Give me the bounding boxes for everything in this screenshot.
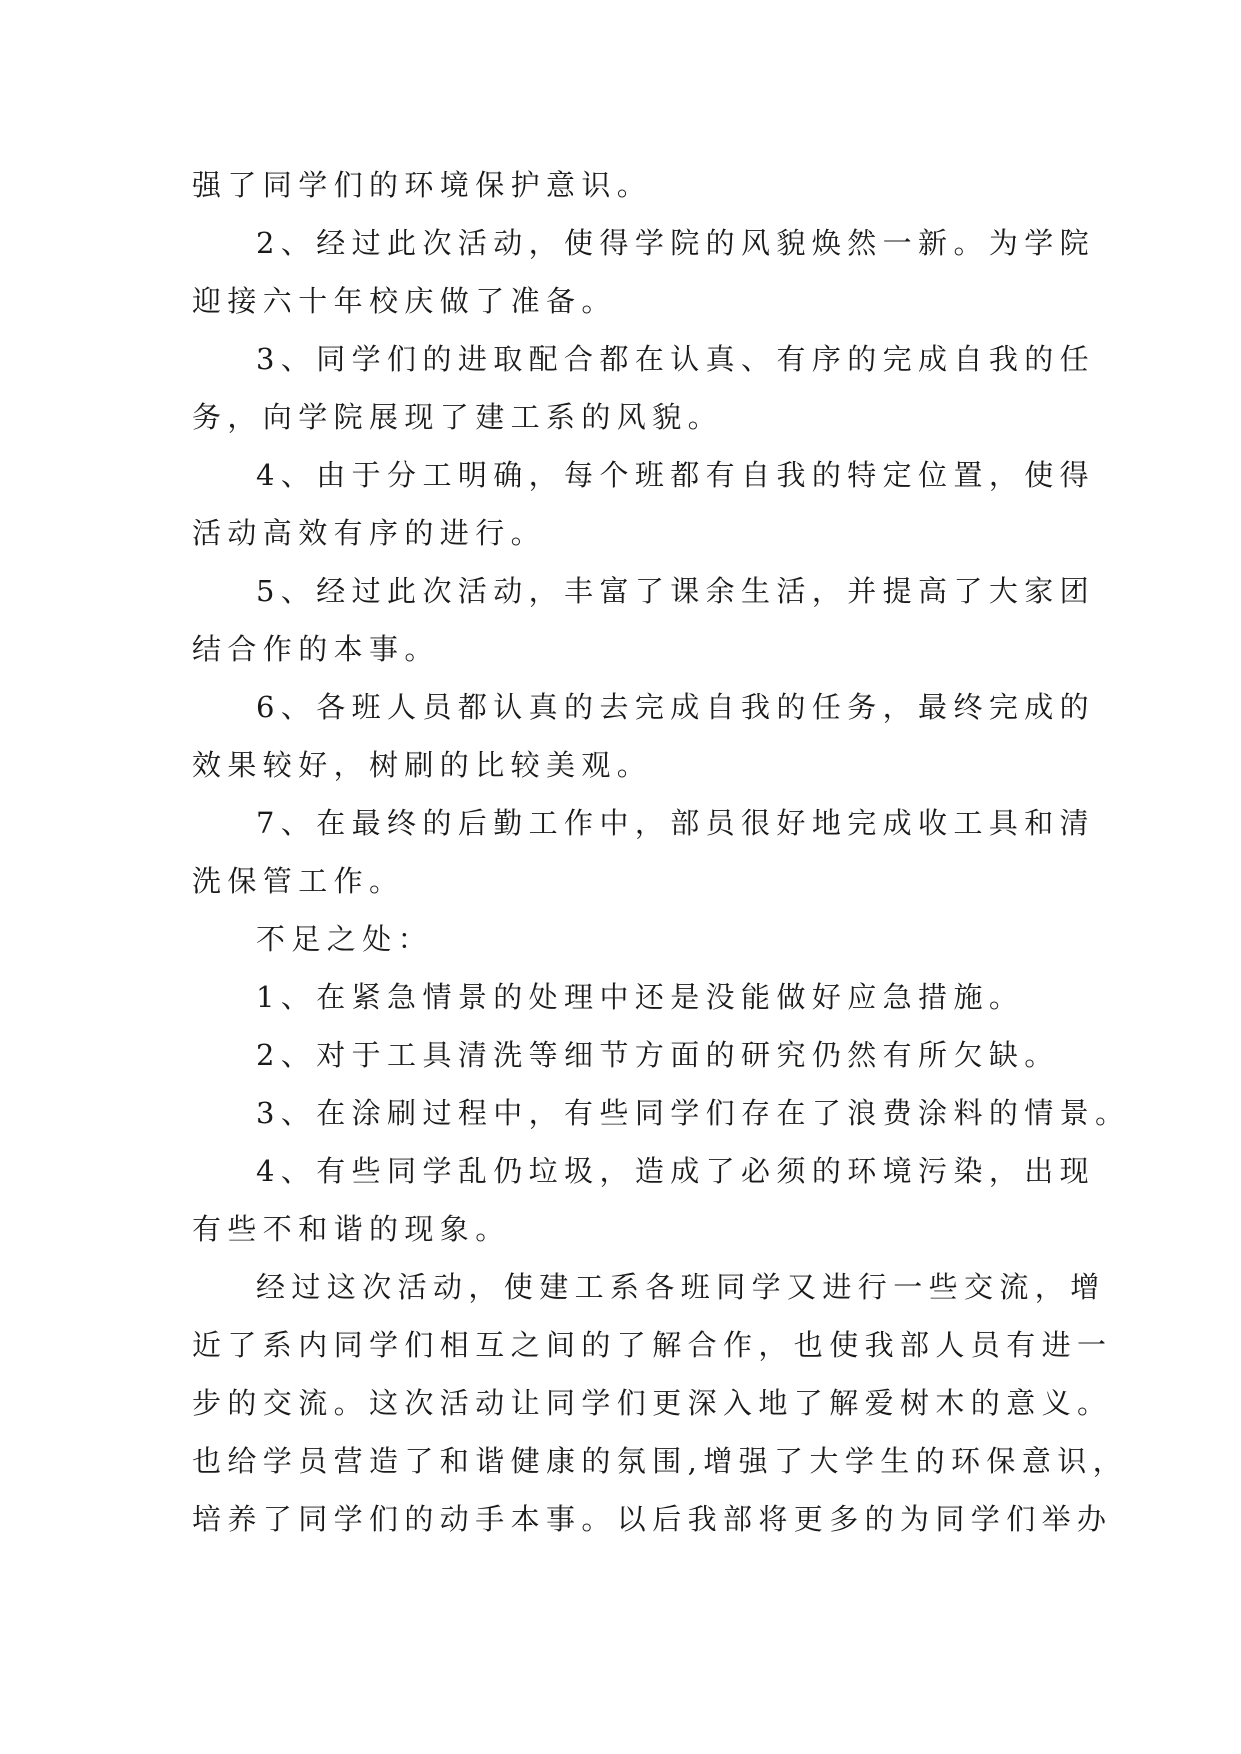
text-line: 步的交流。这次活动让同学们更深入地了解爱树木的意义。 <box>192 1386 1113 1420</box>
text-line: 7、在最终的后勤工作中，部员很好地完成收工具和清 <box>256 806 1096 840</box>
text-line: 2、对于工具清洗等细节方面的研究仍然有所欠缺。 <box>256 1038 1060 1072</box>
text-line: 3、在涂刷过程中，有些同学们存在了浪费涂料的情景。 <box>256 1096 1131 1130</box>
text-line: 3、同学们的进取配合都在认真、有序的完成自我的任 <box>256 342 1096 376</box>
text-line: 4、有些同学乱仍垃圾，造成了必须的环境污染，出现 <box>256 1154 1096 1188</box>
text-line: 洗保管工作。 <box>192 864 405 898</box>
text-line: 不足之处： <box>256 922 434 956</box>
text-line: 2、经过此次活动，使得学院的风貌焕然一新。为学院 <box>256 226 1096 260</box>
text-line: 务，向学院展现了建工系的风貌。 <box>192 400 724 434</box>
document-body <box>192 156 1131 1548</box>
text-line: 强了同学们的环境保护意识。 <box>192 168 653 202</box>
text-line: 近了系内同学们相互之间的了解合作，也使我部人员有进一 <box>192 1328 1113 1362</box>
text-line: 迎接六十年校庆做了准备。 <box>192 284 617 318</box>
text-line: 4、由于分工明确，每个班都有自我的特定位置，使得 <box>256 458 1096 492</box>
text-line: 有些不和谐的现象。 <box>192 1212 511 1246</box>
text-line: 也给学员营造了和谐健康的氛围,增强了大学生的环保意识， <box>192 1444 1129 1478</box>
text-line: 6、各班人员都认真的去完成自我的任务，最终完成的 <box>256 690 1096 724</box>
text-line: 结合作的本事。 <box>192 632 440 666</box>
text-line: 培养了同学们的动手本事。以后我部将更多的为同学们举办 <box>192 1502 1113 1536</box>
text-line: 5、经过此次活动，丰富了课余生活，并提高了大家团 <box>256 574 1096 608</box>
text-line: 活动高效有序的进行。 <box>192 516 547 550</box>
text-line: 经过这次活动，使建工系各班同学又进行一些交流，增 <box>256 1270 1106 1304</box>
text-line: 效果较好，树刷的比较美观。 <box>192 748 653 782</box>
text-line: 1、在紧急情景的处理中还是没能做好应急措施。 <box>256 980 1025 1014</box>
